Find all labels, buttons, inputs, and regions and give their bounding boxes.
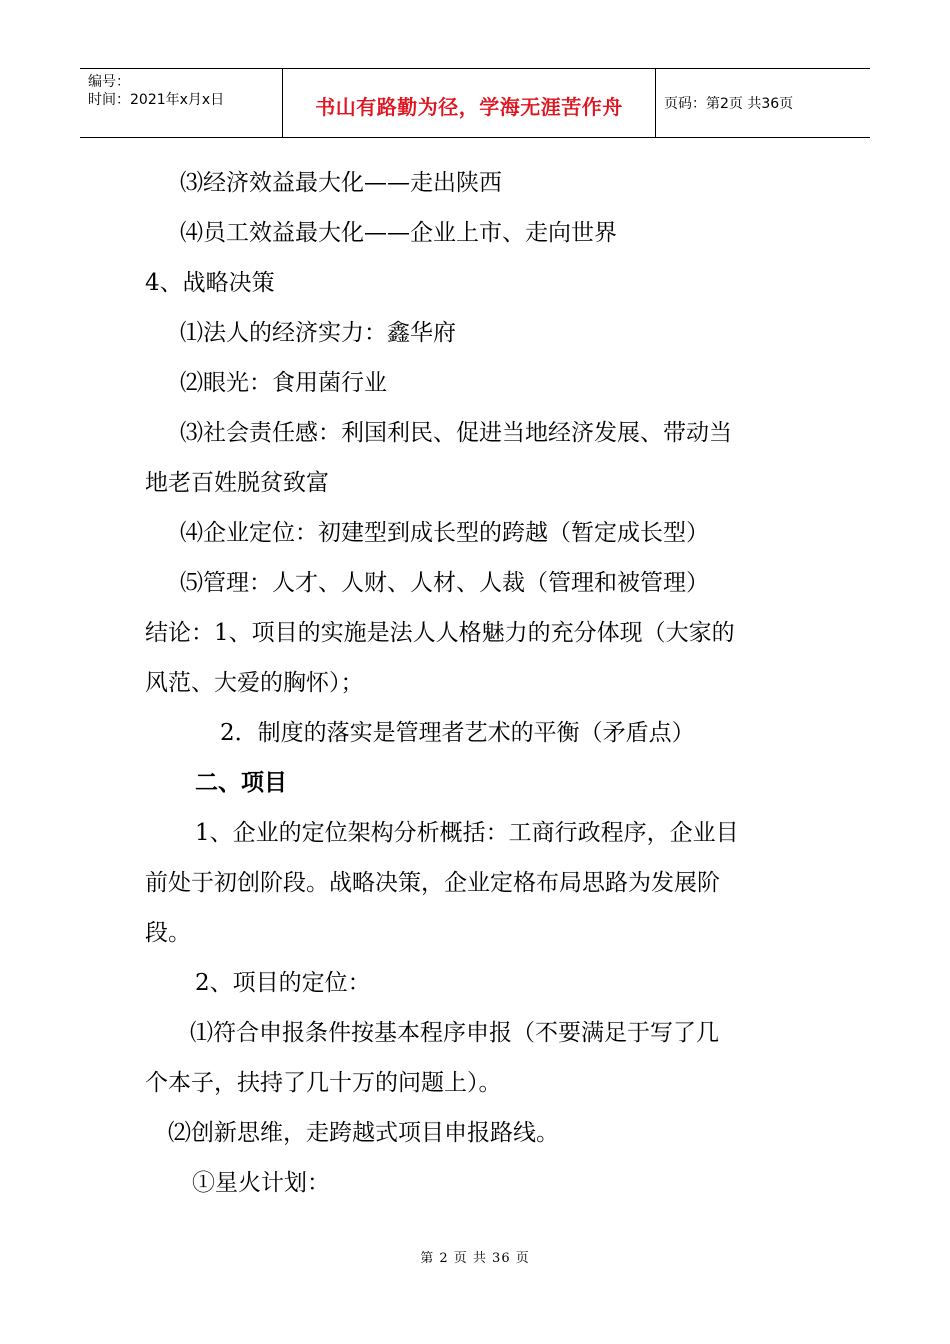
header-left-cell [80, 69, 283, 137]
body-line: ⑶社会责任感：利国利民、促进当地经济发展、带动当 [180, 420, 732, 446]
body-line: ⑵眼光：食用菌行业 [180, 370, 387, 396]
header-right-cell [656, 69, 870, 137]
page-footer: 第 2 页 共 36 页 [420, 1251, 530, 1266]
body-line: ⑴符合申报条件按基本程序申报（不要满足于写了几 [190, 1020, 719, 1046]
body-line: 4、战略决策 [145, 270, 275, 296]
body-line: ⑴法人的经济实力：鑫华府 [180, 320, 456, 346]
body-line: ⑸管理：人才、人财、人材、人裁（管理和被管理） [180, 570, 709, 596]
body-line: 前处于初创阶段。战略决策，企业定格布局思路为发展阶 [145, 870, 720, 896]
body-line: 风范、大爱的胸怀）； [145, 670, 364, 696]
body-line: ①星火计划： [192, 1170, 330, 1196]
doc-time-label: 时间：2021年x月x日 [88, 92, 225, 108]
header-page-info: 页码：第2页 共36页 [664, 96, 794, 112]
header-center-cell [283, 69, 656, 137]
section-heading: 二、项目 [195, 769, 287, 796]
header-table [80, 68, 870, 138]
body-line: 结论：1、项目的实施是法人人格魅力的充分体现（大家的 [145, 620, 735, 646]
body-line: 地老百姓脱贫致富 [145, 470, 329, 496]
body-line: 2．制度的落实是管理者艺术的平衡（矛盾点） [220, 720, 695, 746]
body-line: 2、项目的定位： [195, 970, 371, 996]
body-line: ⑷员工效益最大化——企业上市、走向世界 [180, 220, 617, 246]
body-line: ⑵创新思维，走跨越式项目申报路线。 [168, 1120, 559, 1146]
body-line: 1、企业的定位架构分析概括：工商行政程序，企业目 [195, 820, 739, 846]
body-line: ⑶经济效益最大化——走出陕西 [180, 170, 502, 196]
body-line: 个本子，扶持了几十万的问题上）。 [145, 1070, 502, 1096]
body-line: 段。 [145, 920, 191, 946]
header-motto: 书山有路勤为径，学海无涯苦作舟 [315, 95, 623, 119]
doc-number-label: 编号： [88, 74, 130, 90]
body-line: ⑷企业定位：初建型到成长型的跨越（暂定成长型） [180, 520, 709, 546]
